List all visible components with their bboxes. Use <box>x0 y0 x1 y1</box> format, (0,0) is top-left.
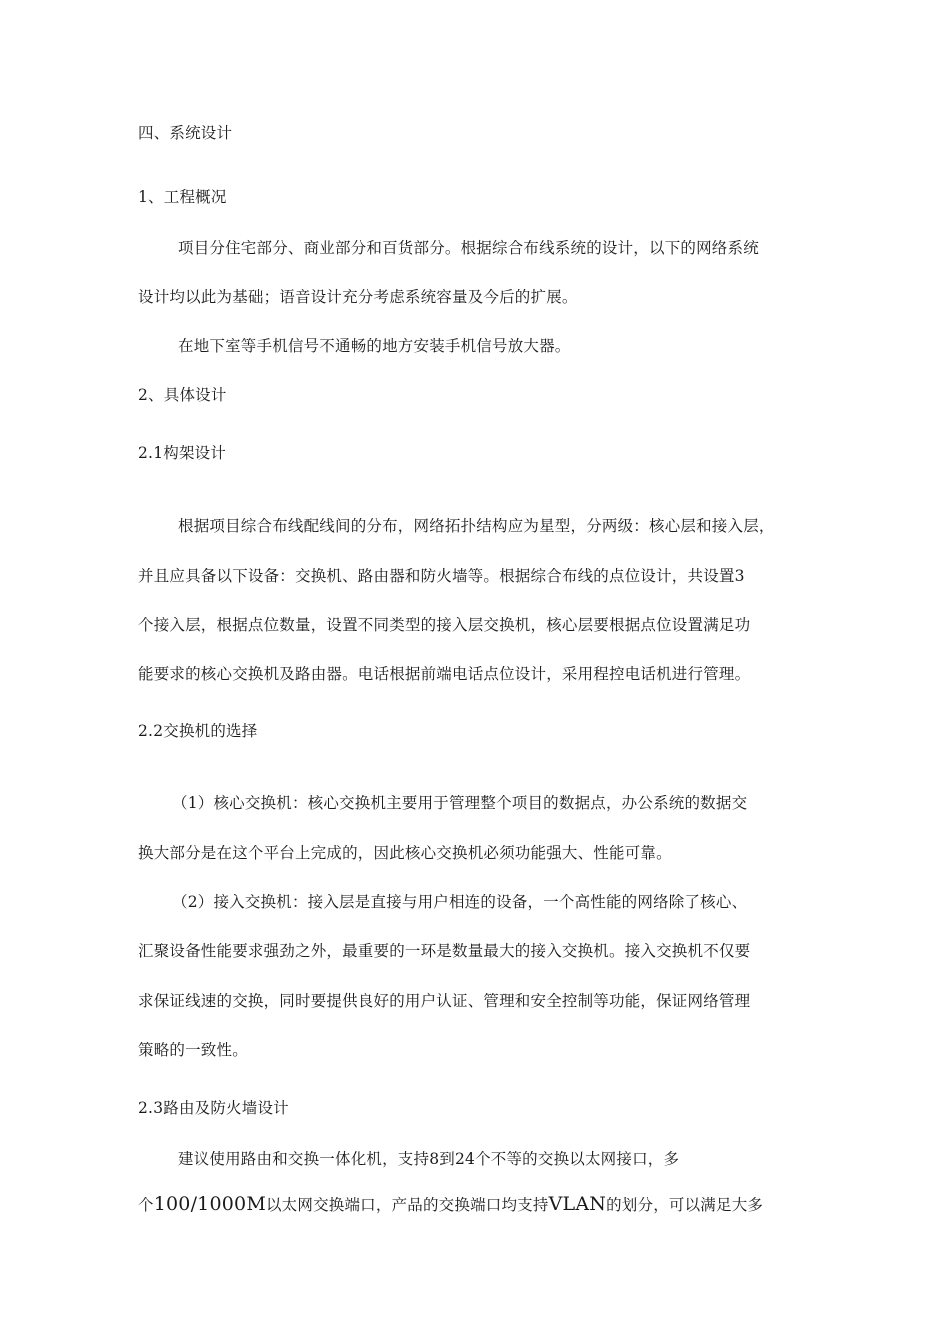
paragraph-line: 汇聚设备性能要求强劲之外，最重要的一环是数量最大的接入交换机。接入交换机不仅要 <box>138 942 751 960</box>
paragraph-line: 根据项目综合布线配线间的分布，网络拓扑结构应为星型，分两级：核心层和接入层， <box>178 517 775 535</box>
section-heading: 四、系统设计 <box>138 124 233 142</box>
paragraph-line: 个接入层，根据点位数量，设置不同类型的接入层交换机，核心层要根据点位设置满足功 <box>138 616 751 634</box>
paragraph-line: 建议使用路由和交换一体化机，支持8到24个不等的交换以太网接口，多 <box>178 1150 680 1168</box>
paragraph-line-mixed <box>138 1194 763 1215</box>
subsection-heading: 2、具体设计 <box>138 386 227 404</box>
subsection-heading: 1、工程概况 <box>138 188 227 206</box>
paragraph-line: 设计均以此为基础；语音设计充分考虑系统容量及今后的扩展。 <box>138 288 578 306</box>
text-run: 以太网交换端口，产品的交换端口均支持 <box>265 1196 549 1214</box>
paragraph-line: 能要求的核心交换机及路由器。电话根据前端电话点位设计，采用程控电话机进行管理。 <box>138 665 751 683</box>
subsection-heading: 2.3路由及防火墙设计 <box>138 1099 289 1117</box>
paragraph-line: 项目分住宅部分、商业部分和百货部分。根据综合布线系统的设计，以下的网络系统 <box>178 239 759 257</box>
subsection-heading: 2.1构架设计 <box>138 444 227 462</box>
paragraph-line: 策略的一致性。 <box>138 1041 248 1059</box>
paragraph-line: 在地下室等手机信号不通畅的地方安装手机信号放大器。 <box>178 337 571 355</box>
text-run-latin: 100/1000M <box>153 1193 266 1215</box>
paragraph-line: 求保证线速的交换，同时要提供良好的用户认证、管理和安全控制等功能，保证网络管理 <box>138 992 751 1010</box>
text-run-latin: VLAN <box>548 1193 607 1215</box>
paragraph-line: 并且应具备以下设备：交换机、路由器和防火墙等。根据综合布线的点位设计，共设置3 <box>138 567 745 585</box>
paragraph-line: 换大部分是在这个平台上完成的，因此核心交换机必须功能强大、性能可靠。 <box>138 844 672 862</box>
paragraph-line: （2）接入交换机：接入层是直接与用户相连的设备，一个高性能的网络除了核心、 <box>172 893 748 911</box>
text-run: 的划分，可以满足大多 <box>606 1196 764 1214</box>
paragraph-line: （1）核心交换机：核心交换机主要用于管理整个项目的数据点，办公系统的数据交 <box>172 794 748 812</box>
text-run: 个 <box>138 1196 154 1214</box>
subsection-heading: 2.2交换机的选择 <box>138 722 258 740</box>
